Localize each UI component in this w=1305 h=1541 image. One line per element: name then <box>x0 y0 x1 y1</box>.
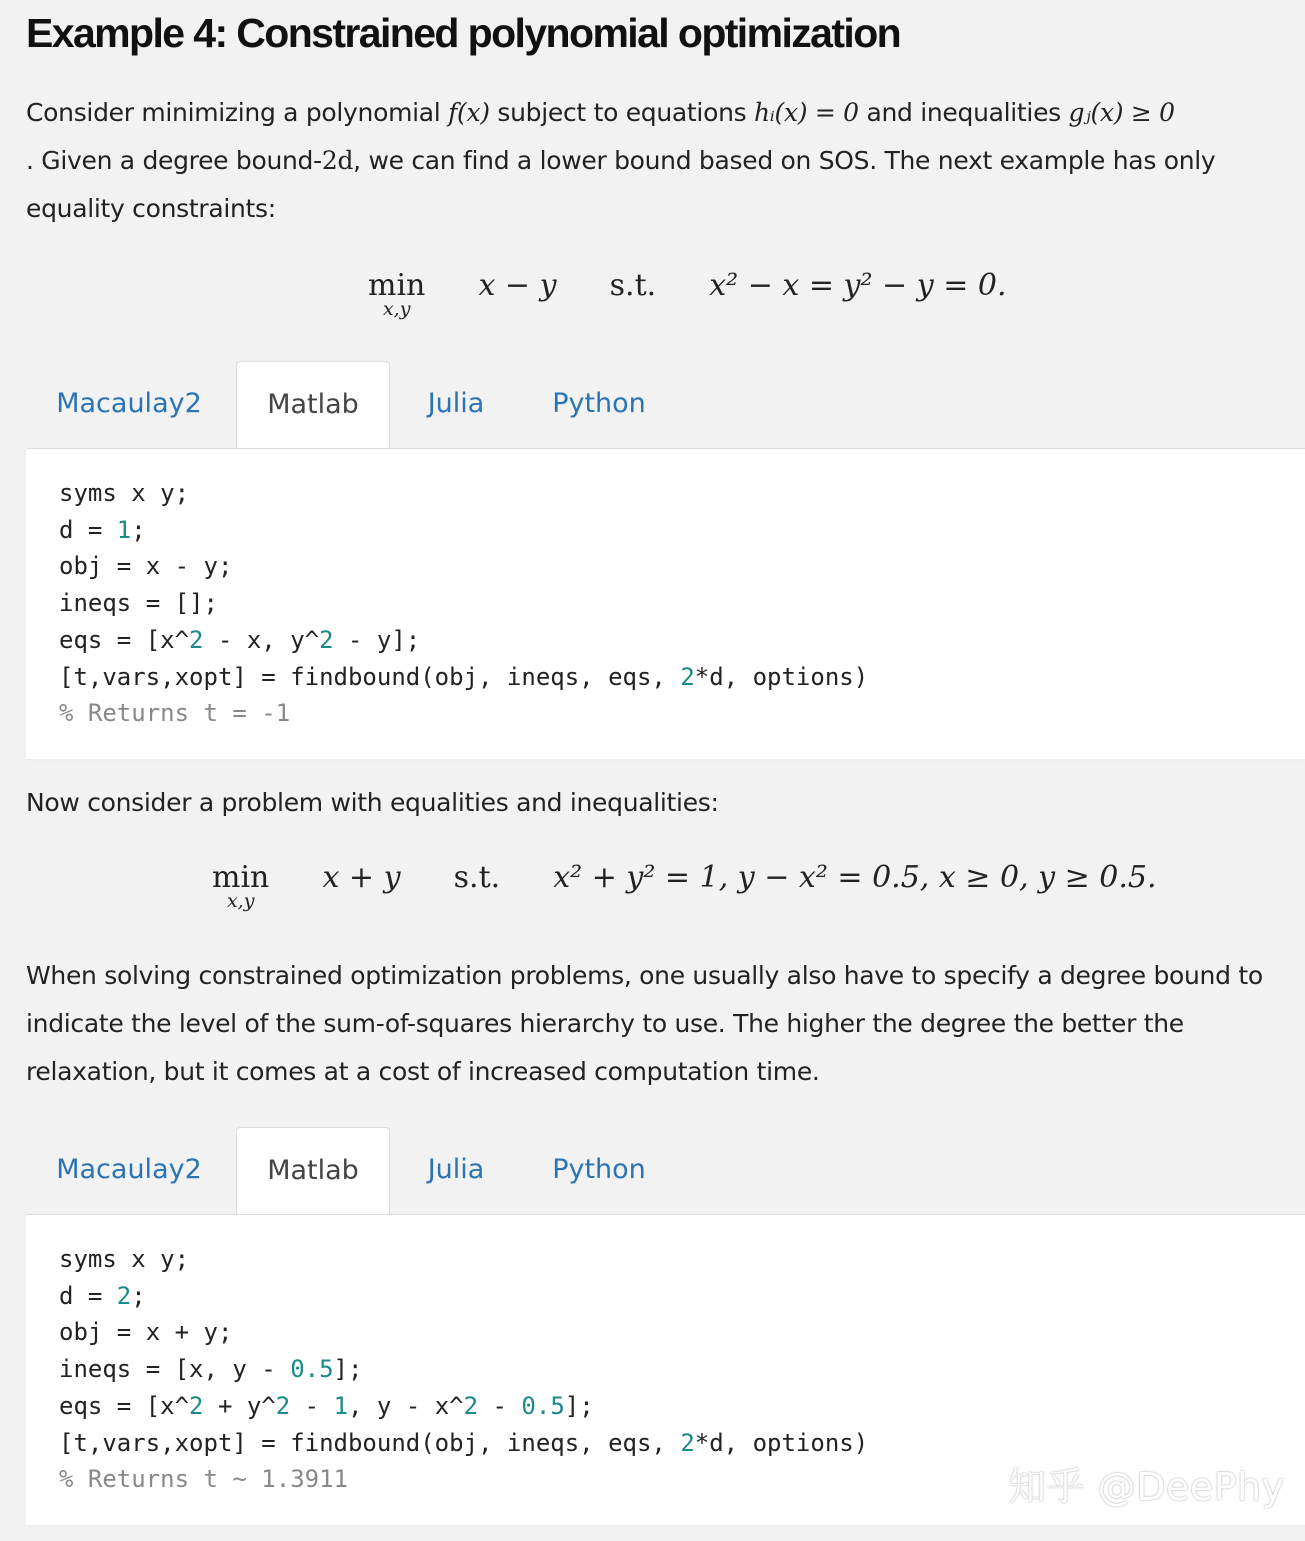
tab-matlab[interactable]: Matlab <box>236 361 390 450</box>
intro-text-2: subject to equations <box>489 98 754 127</box>
code-line: d = 2; <box>59 1281 146 1310</box>
code-listing-1 <box>26 449 1305 732</box>
such-that-2: s.t. <box>453 860 501 895</box>
min-operator: min x,y <box>368 268 426 320</box>
code-line: d = 1; <box>59 515 146 544</box>
math-h-eq: hᵢ(x) = 0 <box>754 98 859 127</box>
intro-text-5: , we can find a lower bound based on SOS. The next example has only equality constraints: <box>26 146 1216 223</box>
math-f-x: f(x) <box>448 98 490 127</box>
language-tabs-1 <box>26 361 1305 449</box>
intro-text-1: Consider minimizing a polynomial <box>26 98 449 127</box>
code-line: eqs = [x^2 - x, y^2 - y]; <box>59 625 421 654</box>
code-line: obj = x - y; <box>59 552 233 581</box>
code-line: syms x y; <box>59 1245 190 1273</box>
code-line: eqs = [x^2 + y^2 - 1, y - x^2 - 0.5]; <box>59 1391 594 1420</box>
tab-macaulay2[interactable]: Macaulay2 <box>56 1154 202 1185</box>
equation-2 <box>212 860 1157 912</box>
objective-1: x − y <box>478 268 557 303</box>
objective-2: x + y <box>322 860 401 895</box>
code-line: obj = x + y; <box>59 1318 233 1347</box>
intro-paragraph <box>26 89 1305 233</box>
code-line: ineqs = [x, y - 0.5]; <box>59 1355 363 1384</box>
middle-paragraph: Now consider a problem with equalities and inequalities: <box>26 788 719 817</box>
code-line: ineqs = []; <box>59 589 218 618</box>
math-g-ineq: gⱼ(x) ≥ 0 <box>1068 98 1175 127</box>
intro-text-3: and inequalities <box>858 98 1069 127</box>
such-that-1: s.t. <box>609 268 657 303</box>
constraint-1: x² − x = y² − y = 0. <box>709 268 1007 303</box>
code-line: [t,vars,xopt] = findbound(obj, ineqs, eqs, 2*d, options) <box>59 662 869 691</box>
code-block-1 <box>26 448 1305 759</box>
equation-1 <box>368 268 1007 320</box>
code-line: syms x y; <box>59 479 190 507</box>
tab-matlab[interactable]: Matlab <box>236 1127 390 1216</box>
zhihu-watermark: 知乎 @DeePhy <box>1008 1465 1285 1509</box>
tab-python[interactable]: Python <box>552 1154 646 1185</box>
math-2d: 2d <box>321 146 354 175</box>
min-subscript: x,y <box>226 890 255 912</box>
tab-julia[interactable]: Julia <box>427 1154 485 1185</box>
degree-paragraph: When solving constrained optimization problems, one usually also have to specify a degree bound to indicate the level of the sum-of-squares hierarchy to use. The higher the degree the better the relaxation, but it comes at a cost of increased computation time. <box>26 961 1263 1086</box>
language-tabs-2 <box>26 1127 1305 1215</box>
code-comment: % Returns t = -1 <box>59 699 291 728</box>
page-title: Example 4: Constrained polynomial optimization <box>26 10 901 56</box>
tab-macaulay2[interactable]: Macaulay2 <box>56 388 202 419</box>
intro-text-4: . Given a degree bound- <box>26 146 322 175</box>
min-subscript: x,y <box>382 298 411 320</box>
tab-python[interactable]: Python <box>552 388 646 419</box>
constraint-2: x² + y² = 1, y − x² = 0.5, x ≥ 0, y ≥ 0.5. <box>553 860 1157 895</box>
min-operator: min x,y <box>212 860 270 912</box>
code-line: [t,vars,xopt] = findbound(obj, ineqs, eqs, 2*d, options) <box>59 1428 869 1457</box>
code-comment: % Returns t ~ 1.3911 <box>59 1465 348 1494</box>
tab-julia[interactable]: Julia <box>427 388 485 419</box>
